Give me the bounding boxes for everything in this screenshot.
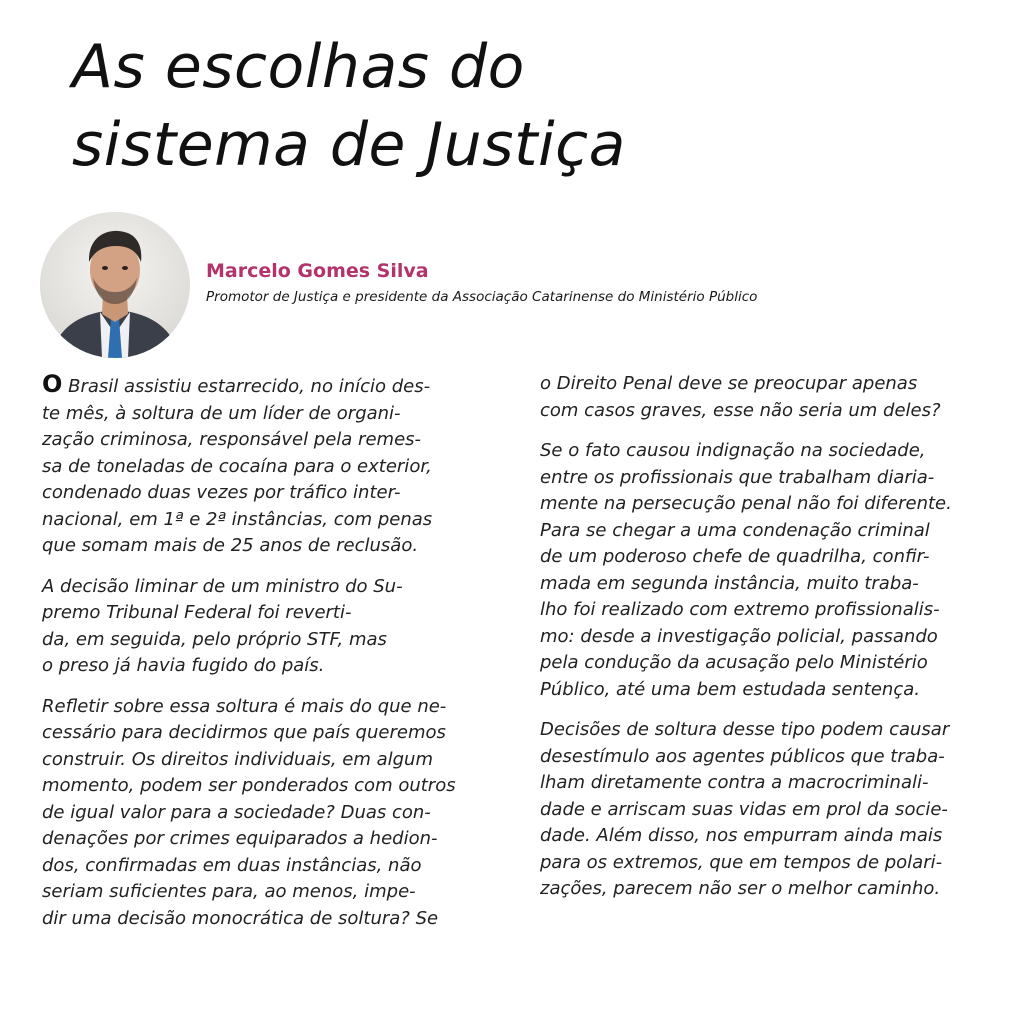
text-line: Decisões de soltura desse tipo podem causar	[540, 719, 950, 740]
text-line: Público, até uma bem estudada sentença.	[540, 678, 920, 700]
text-line: lham diretamente contra a macrocriminali-	[540, 772, 929, 793]
text-line: de igual valor para a sociedade? Duas con-	[42, 801, 431, 823]
paragraph-6	[540, 717, 1000, 903]
text-line: dade. Além disso, nos empurram ainda mais	[540, 825, 943, 846]
text-line: te mês, à soltura de um líder de organi-	[42, 402, 401, 424]
author-name: Marcelo Gomes Silva	[206, 260, 429, 282]
text-line: entre os profissionais que trabalham diaria-	[540, 466, 935, 488]
paragraph-4	[540, 371, 1000, 424]
text-line: nacional, em 1ª e 2ª instâncias, com penas	[42, 508, 433, 530]
text-line: mente na persecução penal não foi diferente.	[540, 493, 952, 514]
paragraph-2	[42, 574, 512, 680]
author-photo-icon	[40, 212, 190, 358]
text-line: para os extremos, que em tempos de polari-	[540, 851, 943, 873]
article-title	[72, 28, 626, 184]
text-line: denações por crimes equiparados a hedion-	[42, 828, 438, 849]
text-line: com casos graves, esse não seria um deles?	[540, 399, 941, 421]
text-line: Para se chegar a uma condenação criminal	[540, 519, 930, 541]
text-line: momento, podem ser ponderados com outros	[42, 775, 456, 796]
text-line: mo: desde a investigação policial, passando	[540, 625, 938, 647]
author-role: Promotor de Justiça e presidente da Associação Catarinense do Ministério Público	[206, 289, 758, 305]
text-line: dade e arriscam suas vidas em prol da socie-	[540, 798, 948, 820]
text-line: Se o fato causou indignação na sociedade,	[540, 440, 926, 461]
text-line	[42, 371, 512, 401]
author-block	[40, 212, 1000, 362]
text-line: zações, parecem não ser o melhor caminho.	[540, 878, 941, 899]
drop-cap: O	[42, 370, 63, 398]
paragraph-3	[42, 694, 512, 933]
text-line: o preso já havia fugido do país.	[42, 655, 325, 676]
text-line: condenado duas vezes por tráfico inter-	[42, 482, 401, 503]
text-line: desestímulo aos agentes públicos que traba-	[540, 745, 945, 767]
author-photo	[40, 212, 190, 358]
text-line: A decisão liminar de um ministro do Su-	[42, 575, 403, 597]
text-line: zação criminosa, responsável pela remes-	[42, 429, 422, 450]
title-line-2: sistema de Justiça	[72, 110, 626, 180]
text-line: dos, confirmadas em duas instâncias, não	[42, 854, 422, 876]
text-line: o Direito Penal deve se preocupar apenas	[540, 373, 918, 394]
text-line: construir. Os direitos individuais, em algum	[42, 748, 433, 770]
text-line: da, em seguida, pelo próprio STF, mas	[42, 628, 387, 650]
text-line: premo Tribunal Federal foi reverti-	[42, 602, 352, 623]
text-line: de um poderoso chefe de quadrilha, confir-	[540, 546, 930, 567]
right-column	[540, 371, 1000, 917]
text-line: sa de toneladas de cocaína para o exterior,	[42, 455, 432, 477]
text-line: Refletir sobre essa soltura é mais do que ne-	[42, 695, 447, 717]
title-line-1: As escolhas do	[72, 32, 525, 102]
text-line: lho foi realizado com extremo profissionalis-	[540, 599, 940, 620]
text-line: que somam mais de 25 anos de reclusão.	[42, 535, 419, 556]
text-line: pela condução da acusação pelo Ministério	[540, 652, 928, 673]
text-line-rest: Brasil assistiu estarrecido, no início des-	[62, 376, 431, 397]
text-line: seriam suficientes para, ao menos, impe-	[42, 881, 416, 902]
text-line: dir uma decisão monocrática de soltura? Se	[42, 907, 439, 929]
text-line: cessário para decidirmos que país queremos	[42, 722, 446, 743]
text-line: mada em segunda instância, muito traba-	[540, 572, 919, 594]
left-column	[42, 371, 512, 946]
paragraph-1	[42, 371, 512, 560]
paragraph-5	[540, 438, 1000, 703]
